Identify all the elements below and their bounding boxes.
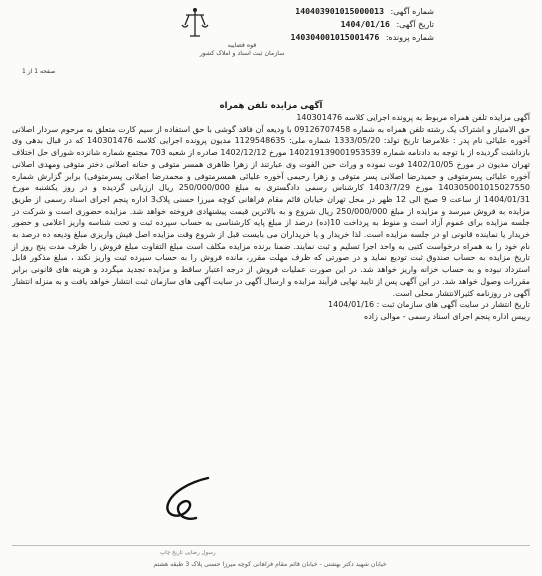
body-main: حق الامتیاز و اشتراک یک رشته تلفن همراه به شماره 09126707458 با ودیعه آن فاقد گوشی با حق استفاده از سیم کارت متعلق به مرحوم سردار اصلانی آخوره علیائی نام پدر : غلامرضا تاریخ تولد: 1333/05/20 شماره ملی: 1129548635 مدیون پرونده اجرایی کلاسه 140301476 که در قبال بدهی وی بازداشت گردیده از با توجه به دادنامه شماره 140219139001953539 مورخ 1402/12/12 صادره از شعبه 703 مجتمع شماره شانزده شورای حل اختلاف تهران مدیون در مورخ 1402/10/05 فوت نموده و وراث حین الفوت وی عبارتند از زهرا ظاهری همسر متوفی و حنانه اصلانی دختر متوفی ومهدی اصلانی آخوره علیائی پسرمتوفی و حمیدرضا اصلانی پسر متوفی و زهرا رحیمی آخوره علیائی همسرمتوفی و محمدرضا اصلانی پسرمتوفی) برابر گزارش شماره 140305001015027550 مورخ 1403/7/29 کارشناس رسمی دادگستری به مبلغ 250/000/000 ریال ارزیابی گردیده و در روز یکشنبه مورخ 1404/01/31 از ساعت 9 صبح الی 12 ظهر در محل تهران خیابان قائم مقام فراهانی کوچه میرزا حسنی پلاک3 اداره پنجم اجرای اسناد رسمی از طریق مزایده به فروش میرسد و مزایده از مبلغ 250/000/000 ریال شروع و به بالاترین قیمت پیشنهادی فروخته خواهد شد. مزایده حضوری است و شرکت در جلسه مزایده برای عموم آزاد است و منوط به پرداخت 10(ده) درصد از مبلغ پایه کارشناسی به حساب سپرده ثبت و تحت شناسه واریز اعلامی و حضور خریدار یا نماینده قانونی او در جلسه مزایده است. لذا خریدار و یا خریداران می بایست قبل از شروع وقت مزایده اصل فیش واریزی مبلغ ودیعه ده درصد به نام خود را به همراه درخواست کتبی به واحد اجرا تسلیم و ثبت نمایند. ضمنا برنده مزایده مکلف است مبلغ التفاوت مبلغ فروش را ظرف مدت پنج روز از تاریخ مزایده به حساب صندوق ثبت تودیع نماید و در صورتی که ظرف مهلت مقرر، مانده فروش را به حساب سپرده ثبت واریز نکند ، مبلغ مذکور قابل استرداد نبوده و به حساب خزانه واریز خواهد شد. در این صورت عملیات فروش از درجه اعتبار ساقط و مزایده تجدید میگردد و هزینه های قانونی برابر مقررات وصول خواهد شد. در این آگهی پس از تایید نهایی فرآیند مزایده و ارسال آگهی در سایت آگهی های سازمان ثبت انتشار خواهد یافت و به منزله انتشار آگهی در روزنامه کثیرالانتشار محلی است. (12, 124, 531, 298)
announcement-body (12, 112, 530, 323)
ad-date-label: تاریخ آگهی: (396, 20, 434, 29)
ad-number-label: شماره آگهی: (390, 7, 434, 16)
publish-date-line: تاریخ انتشار در سایت آگهی های سازمان ثبت : 1404/01/16 (328, 300, 530, 310)
judiciary-emblem-icon (180, 6, 210, 40)
org-line-2: سازمان ثبت اسناد و املاک کشور (199, 50, 285, 57)
ad-meta (174, 5, 434, 44)
signatory-line: رییس اداره پنجم اجرای اسناد رسمی - موالی زاده (364, 311, 530, 321)
footer-divider (12, 545, 530, 546)
ad-number: 140403901015000013 (295, 6, 384, 16)
footer-note: رسول رضایی تاریخ چاپ (160, 550, 216, 556)
page-title: آگهی مزایده تلفن همراه (219, 101, 323, 111)
org-line-1: قوه قضاییه (227, 42, 257, 49)
case-number-label: شماره پرونده: (385, 33, 434, 42)
ad-number-row (174, 5, 434, 18)
case-number: 140304001015001476 (290, 32, 380, 42)
body-intro: آگهی مزایده تلفن همراه مربوط به پرونده اجرایی کلاسه 140301476 (296, 113, 530, 122)
organization-name (172, 42, 312, 58)
footer-address: خیابان شهید دکتر بهشتی - خیابان قائم مقام فراهانی کوچه میرزا حسنی پلاک 3 طبقه هشتم (153, 561, 387, 568)
page-number: صفحه 1 از 1 (22, 68, 56, 75)
handwritten-signature (150, 470, 220, 530)
ad-date: 1404/01/16 (340, 19, 390, 29)
ad-date-row (174, 18, 434, 31)
